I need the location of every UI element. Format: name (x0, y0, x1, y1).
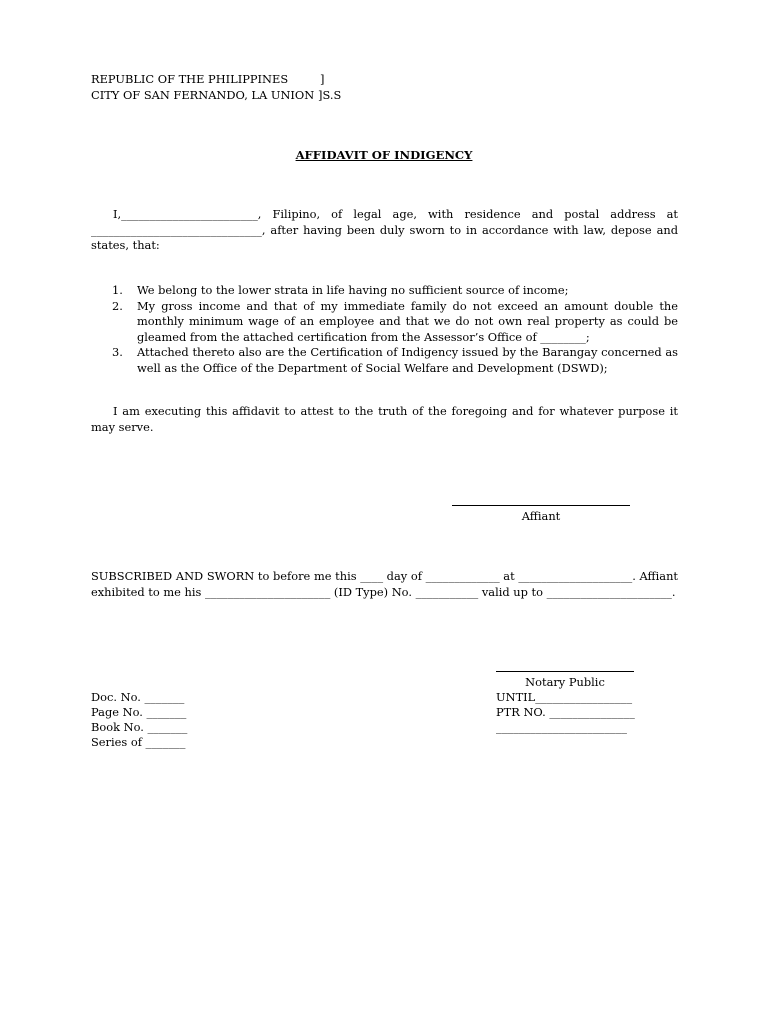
book-no: Book No. _______ (91, 720, 188, 734)
list-item-number: 2. (112, 298, 123, 313)
list-item (91, 345, 678, 376)
list-item-number: 1. (112, 283, 123, 297)
notary-signature-line (496, 671, 634, 672)
affiant-signature-line (452, 505, 630, 506)
header-republic (91, 72, 288, 88)
header-bracket-1: ] (320, 72, 325, 86)
page-no: Page No. _______ (91, 705, 187, 719)
subscribed-paragraph (91, 569, 678, 600)
affiant-label: Affiant (521, 509, 561, 523)
header-republic-text: REPUBLIC OF THE PHILIPPINES (91, 72, 289, 86)
list-item-text: My gross income and that of my immediate family do not exceed an amount double the monthly minimum wage of an employee and that we do not own real property as could be gleamed from the attached certification from the Assessor’s Office of ________; (137, 298, 678, 344)
document-title: AFFIDAVIT OF INDIGENCY (295, 148, 473, 162)
list-item-number: 3. (112, 345, 123, 359)
intro-text: I,________________________, Filipino, of legal age, with residence and postal address at ______________________________, after having been duly sworn to in accordance with law, depose and states, that: (91, 207, 678, 252)
notary-label: Notary Public (525, 675, 605, 689)
header-city (91, 88, 314, 104)
notary-until: UNTIL_________________ (496, 690, 633, 704)
executing-paragraph (91, 404, 678, 435)
intro-paragraph (91, 207, 678, 254)
notary-ptr-no: PTR NO. _______________ (496, 705, 635, 719)
series-of: Series of _______ (91, 735, 186, 749)
doc-no: Doc. No. _______ (91, 690, 185, 704)
executing-text: I am executing this affidavit to attest to the truth of the foregoing and for whatever purpose it may serve. (91, 404, 678, 434)
statement-list (91, 283, 678, 376)
list-item-text: We belong to the lower strata in life having no sufficient source of income; (137, 283, 569, 297)
notary-blank-line: _______________________ (496, 720, 627, 734)
header-city-text: CITY OF SAN FERNANDO, LA UNION (91, 88, 315, 102)
list-item-text: Attached thereto also are the Certification of Indigency issued by the Barangay concerned as well as the Office of the Department of Social Welfare and Development (DSWD); (137, 345, 678, 375)
subscribed-text: SUBSCRIBED AND SWORN to before me this ____ day of _____________ at ____________________. Affiant exhibited to me his ______________________ (ID Type) No. ___________ valid up to ______________________. (91, 569, 678, 599)
header-bracket-ss: ]S.S (318, 88, 342, 102)
list-item (91, 299, 678, 346)
list-item (91, 283, 678, 299)
